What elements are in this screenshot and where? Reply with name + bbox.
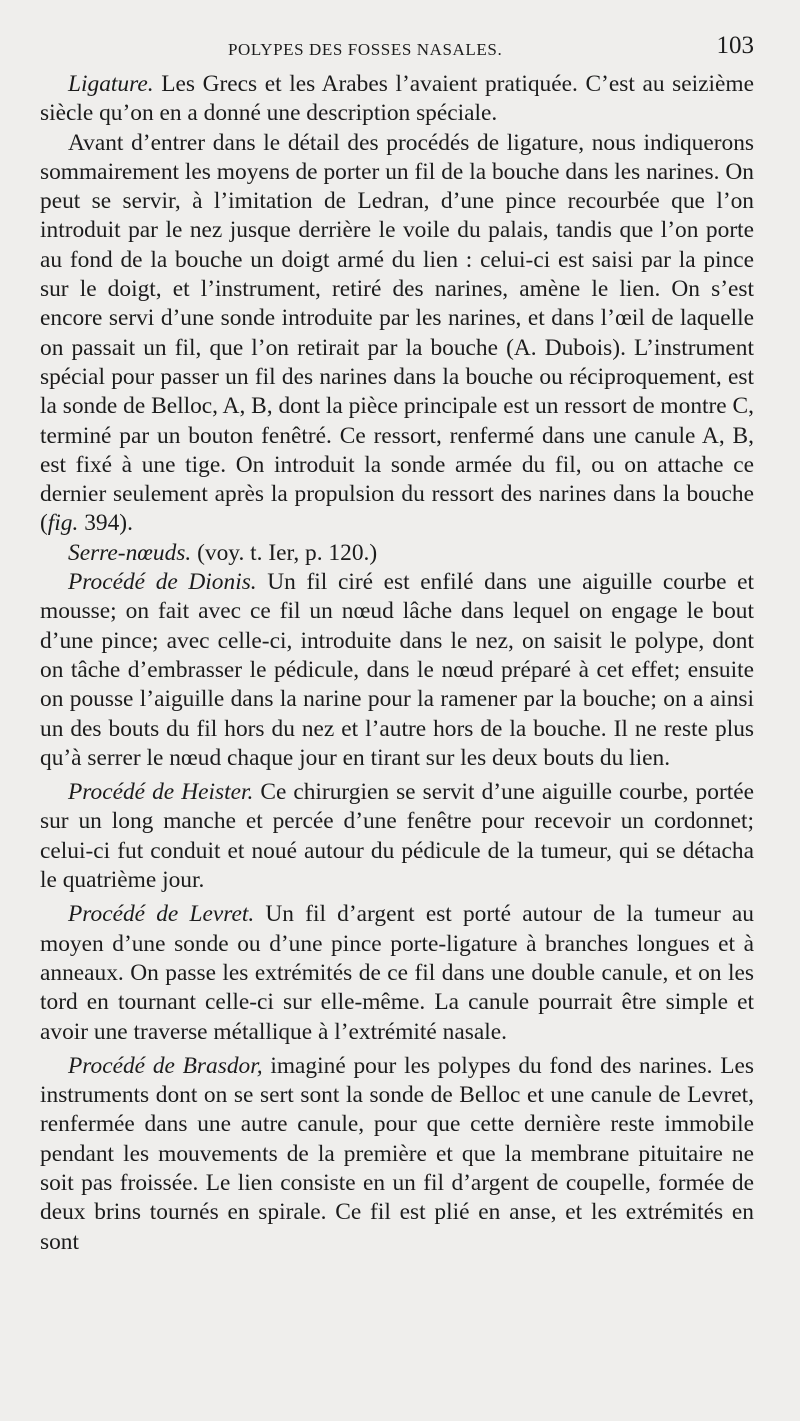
running-head: POLYPES DES FOSSES NASALES. — [228, 40, 503, 59]
paragraph-text-after: 394). — [78, 510, 133, 537]
page-number: 103 — [716, 32, 754, 59]
paragraph-belloc — [40, 129, 754, 539]
paragraph-title: Ligature. — [68, 71, 154, 97]
paragraph-text: imaginé pour les polypes du fond des narines. Les instruments dont on se sert sont la sonde de Belloc et une canule de Levret, renfermée dans une autre canule, pour que cette dernière reste immobile pendant les mouvements de la première et que la membrane pituitaire ne soit pas froissée. Le lien consiste en un fil d’argent de coupelle, formée de deux brins tournés en spirale. Ce fil est plié en anse, et les extrémités en sont — [40, 1052, 754, 1255]
body-text — [40, 70, 754, 1257]
paragraph-heister — [40, 778, 754, 895]
paragraph-title: Procédé de Heister. — [68, 779, 254, 806]
paragraph-text: Ce chirurgien se servit d’une aiguille courbe, portée sur un long manche et percée d’une fenêtre pour recevoir un cordonnet; celui-ci fut conduit et noué autour du pédicule de la tumeur, qui se détacha le quatrième jour. — [40, 779, 754, 894]
paragraph-brasdor — [40, 1052, 754, 1257]
paragraph-title: Procédé de Levret. — [68, 901, 255, 928]
paragraph-text: (voy. t. Ier, p. 120.) — [191, 539, 378, 566]
paragraph-dionis — [40, 568, 754, 773]
paragraph-levret — [40, 900, 754, 1046]
paragraph-title: Procédé de Dionis. — [68, 569, 257, 596]
paragraph-serre-noeuds — [40, 539, 754, 568]
figure-reference: fig. — [47, 510, 79, 537]
page-header — [40, 30, 754, 64]
paragraph-text: Un fil d’argent est porté autour de la tumeur au moyen d’une sonde ou d’une pince porte-ligature à branches longues et à anneaux. On passe les extrémités de ce fil dans une double canule, et on les tord en tournant celle-ci sur elle-même. La canule pourrait être simple et avoir une traverse métallique à l’extrémité nasale. — [40, 901, 754, 1045]
paragraph-title: Serre-nœuds. — [68, 539, 192, 566]
paragraph-text: Avant d’entrer dans le détail des procédés de ligature, nous indiquerons sommairement les moyens de porter un fil de la bouche dans les narines. On peut se servir, à l’imitation de Ledran, d’une pince recourbée que l’on introduit par le nez jusque derrière le voile du palais, tandis que l’on porte au fond de la bouche un doigt armé du lien : celui-ci est saisi par la pince sur le doigt, et l’instrument, retiré des narines, amène le lien. On s’est encore servi d’une sonde introduite par les narines, et dans l’œil de laquelle on passait un fil, que l’on retirait par la bouche (A. Dubois). L’instrument spécial pour passer un fil des narines dans la bouche ou réciproquement, est la sonde de Belloc, A, B, dont la pièce principale est un ressort de montre C, terminé par un bouton fenêtré. Ce ressort, renfermé dans une canule A, B, est fixé à une tige. On introduit la sonde armée du fil, ou on attache ce dernier seulement après la propulsion du ressort des narines dans la bouche ( — [40, 129, 754, 537]
paragraph-text: Un fil ciré est enfilé dans une aiguille courbe et mousse; on fait avec ce fil un nœud lâche dans lequel on engage le bout d’une pince; avec celle-ci, introduite dans le nez, on saisit le polype, dont on tâche d’embrasser le pédicule, dans le nœud préparé à cet effet; ensuite on pousse l’aiguille dans la narine pour la ramener par la bouche; on a ainsi un des bouts du fil hors du nez et l’autre hors de la bouche. Il ne reste plus qu’à serrer le nœud chaque jour en tirant sur les deux bouts du lien. — [40, 569, 755, 771]
paragraph-ligature — [40, 70, 754, 129]
paragraph-text: Les Grecs et les Arabes l’avaient pratiquée. C’est au seizième siècle qu’on en a donné une description spéciale. — [40, 71, 754, 127]
paragraph-title: Procédé de Brasdor, — [68, 1052, 263, 1079]
